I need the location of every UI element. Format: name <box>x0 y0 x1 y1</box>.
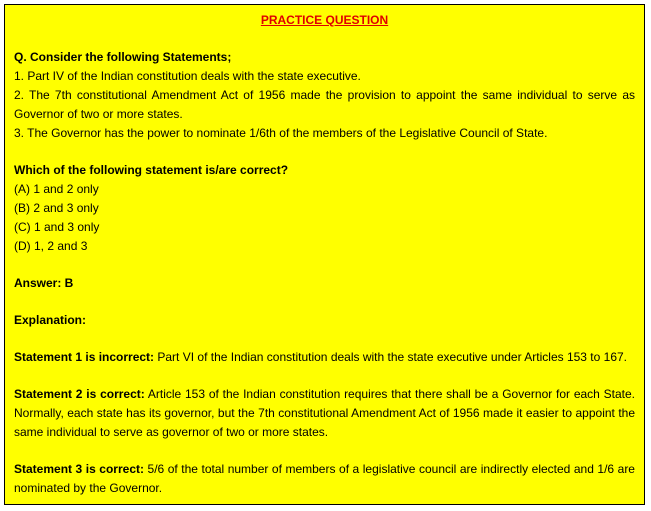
explanation-3-label: Statement 3 is correct: <box>14 462 144 476</box>
statement-1: 1. Part IV of the Indian constitution deals with the state executive. <box>14 69 361 83</box>
explanation-1 <box>14 348 635 367</box>
option-d: (D) 1, 2 and 3 <box>14 239 88 253</box>
question-heading: Q. Consider the following Statements; <box>14 50 232 64</box>
statement-2: 2. The 7th constitutional Amendment Act of 1956 made the provision to appoint the same individual to serve as Governor of two or more states. <box>14 88 635 121</box>
explanation-2 <box>14 385 635 442</box>
explanation-1-label: Statement 1 is incorrect: <box>14 350 155 364</box>
explanation-2-text: Article 153 of the Indian constitution requires that there shall be a Governor for each State. Normally, each state has its governor, but the 7th constitutional Amendment Act of 1956 made it easier to appoint the same individual to serve as governor of two or more states. <box>14 387 635 439</box>
statement-3: 3. The Governor has the power to nominate 1/6th of the members of the Legislative Council of State. <box>14 126 548 140</box>
option-b: (B) 2 and 3 only <box>14 201 99 215</box>
option-a: (A) 1 and 2 only <box>14 182 99 196</box>
practice-question-card <box>4 4 645 505</box>
explanation-1-text: Part VI of the Indian constitution deals with the state executive under Articles 153 to 167. <box>154 350 627 364</box>
explanation-3-text: 5/6 of the total number of members of a legislative council are indirectly elected and 1/6 are nominated by the Governor. <box>14 462 635 495</box>
option-c: (C) 1 and 3 only <box>14 220 100 234</box>
page-title: PRACTICE QUESTION <box>260 13 389 27</box>
answer-text: Answer: B <box>14 276 74 290</box>
explanation-heading: Explanation: <box>14 313 87 327</box>
question-prompt: Which of the following statement is/are correct? <box>14 163 289 177</box>
explanation-3 <box>14 460 635 498</box>
explanation-2-label: Statement 2 is correct: <box>14 387 145 401</box>
